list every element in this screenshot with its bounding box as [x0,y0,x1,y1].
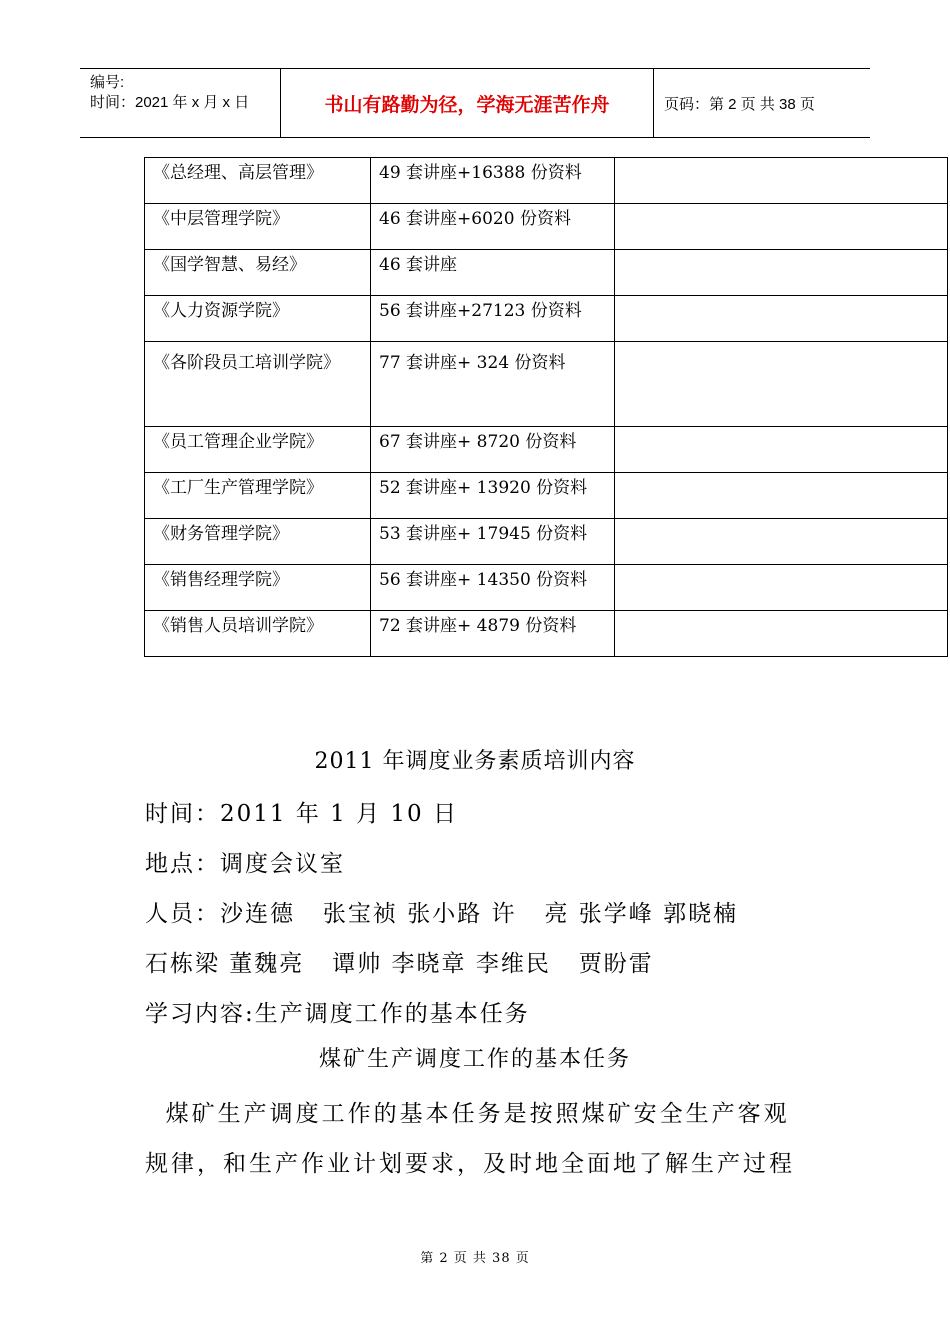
course-name: 《各阶段员工培训学院》 [145,342,371,427]
course-content: 46 套讲座 [371,250,615,296]
course-content: 46 套讲座+6020 份资料 [371,204,615,250]
course-content: 53 套讲座+ 17945 份资料 [371,519,615,565]
course-name: 《销售人员培训学院》 [145,611,371,657]
table-row [145,158,948,204]
time-label: 时间：2021 年 x 月 x 日 [90,94,250,111]
course-note [615,296,948,342]
doc-people-line-1: 人员：沙连德 张宝祯 张小路 许 亮 张学峰 郭晓楠 [145,901,739,927]
course-note [615,250,948,296]
course-note [615,519,948,565]
table-row [145,342,948,427]
course-content: 56 套讲座+ 14350 份资料 [371,565,615,611]
course-name: 《中层管理学院》 [145,204,371,250]
course-name: 《财务管理学院》 [145,519,371,565]
doc-title: 2011 年调度业务素质培训内容 [314,749,636,774]
doc-time: 时间：2011 年 1 月 10 日 [145,801,458,827]
course-note [615,473,948,519]
doc-paragraph-line-1: 煤矿生产调度工作的基本任务是按照煤矿安全生产客观 [145,1101,790,1127]
table-row [145,611,948,657]
table-row [145,296,948,342]
course-note [615,427,948,473]
table-row [145,427,948,473]
course-name: 《人力资源学院》 [145,296,371,342]
course-content: 52 套讲座+ 13920 份资料 [371,473,615,519]
course-content: 72 套讲座+ 4879 份资料 [371,611,615,657]
table-row [145,565,948,611]
course-name: 《国学智慧、易经》 [145,250,371,296]
page-header [80,68,870,138]
course-note [615,565,948,611]
course-note [615,204,948,250]
page-footer: 第 2 页 共 38 页 [420,1251,530,1266]
number-label: 编号: [90,74,125,91]
course-content: 77 套讲座+ 324 份资料 [371,342,615,427]
header-motto: 书山有路勤为径，学海无涯苦作舟 [281,69,654,137]
course-name: 《销售经理学院》 [145,565,371,611]
doc-people-line-2: 石栋梁 董魏亮 谭帅 李晓章 李维民 贾盼雷 [145,951,654,977]
table-row [145,250,948,296]
header-meta [80,69,281,137]
course-name: 《员工管理企业学院》 [145,427,371,473]
course-content: 67 套讲座+ 8720 份资料 [371,427,615,473]
table-row [145,473,948,519]
course-table [144,157,948,657]
course-note [615,611,948,657]
course-content: 49 套讲座+16388 份资料 [371,158,615,204]
header-page-info: 页码：第 2 页 共 38 页 [664,95,815,113]
table-row [145,204,948,250]
doc-study: 学习内容:生产调度工作的基本任务 [145,1001,530,1027]
course-content: 56 套讲座+27123 份资料 [371,296,615,342]
doc-place: 地点：调度会议室 [145,851,345,877]
doc-paragraph-line-2: 规律，和生产作业计划要求，及时地全面地了解生产过程 [145,1151,795,1177]
course-note [615,342,948,427]
course-name: 《总经理、高层管理》 [145,158,371,204]
course-name: 《工厂生产管理学院》 [145,473,371,519]
course-note [615,158,948,204]
doc-subtitle: 煤矿生产调度工作的基本任务 [318,1047,631,1072]
table-row [145,519,948,565]
